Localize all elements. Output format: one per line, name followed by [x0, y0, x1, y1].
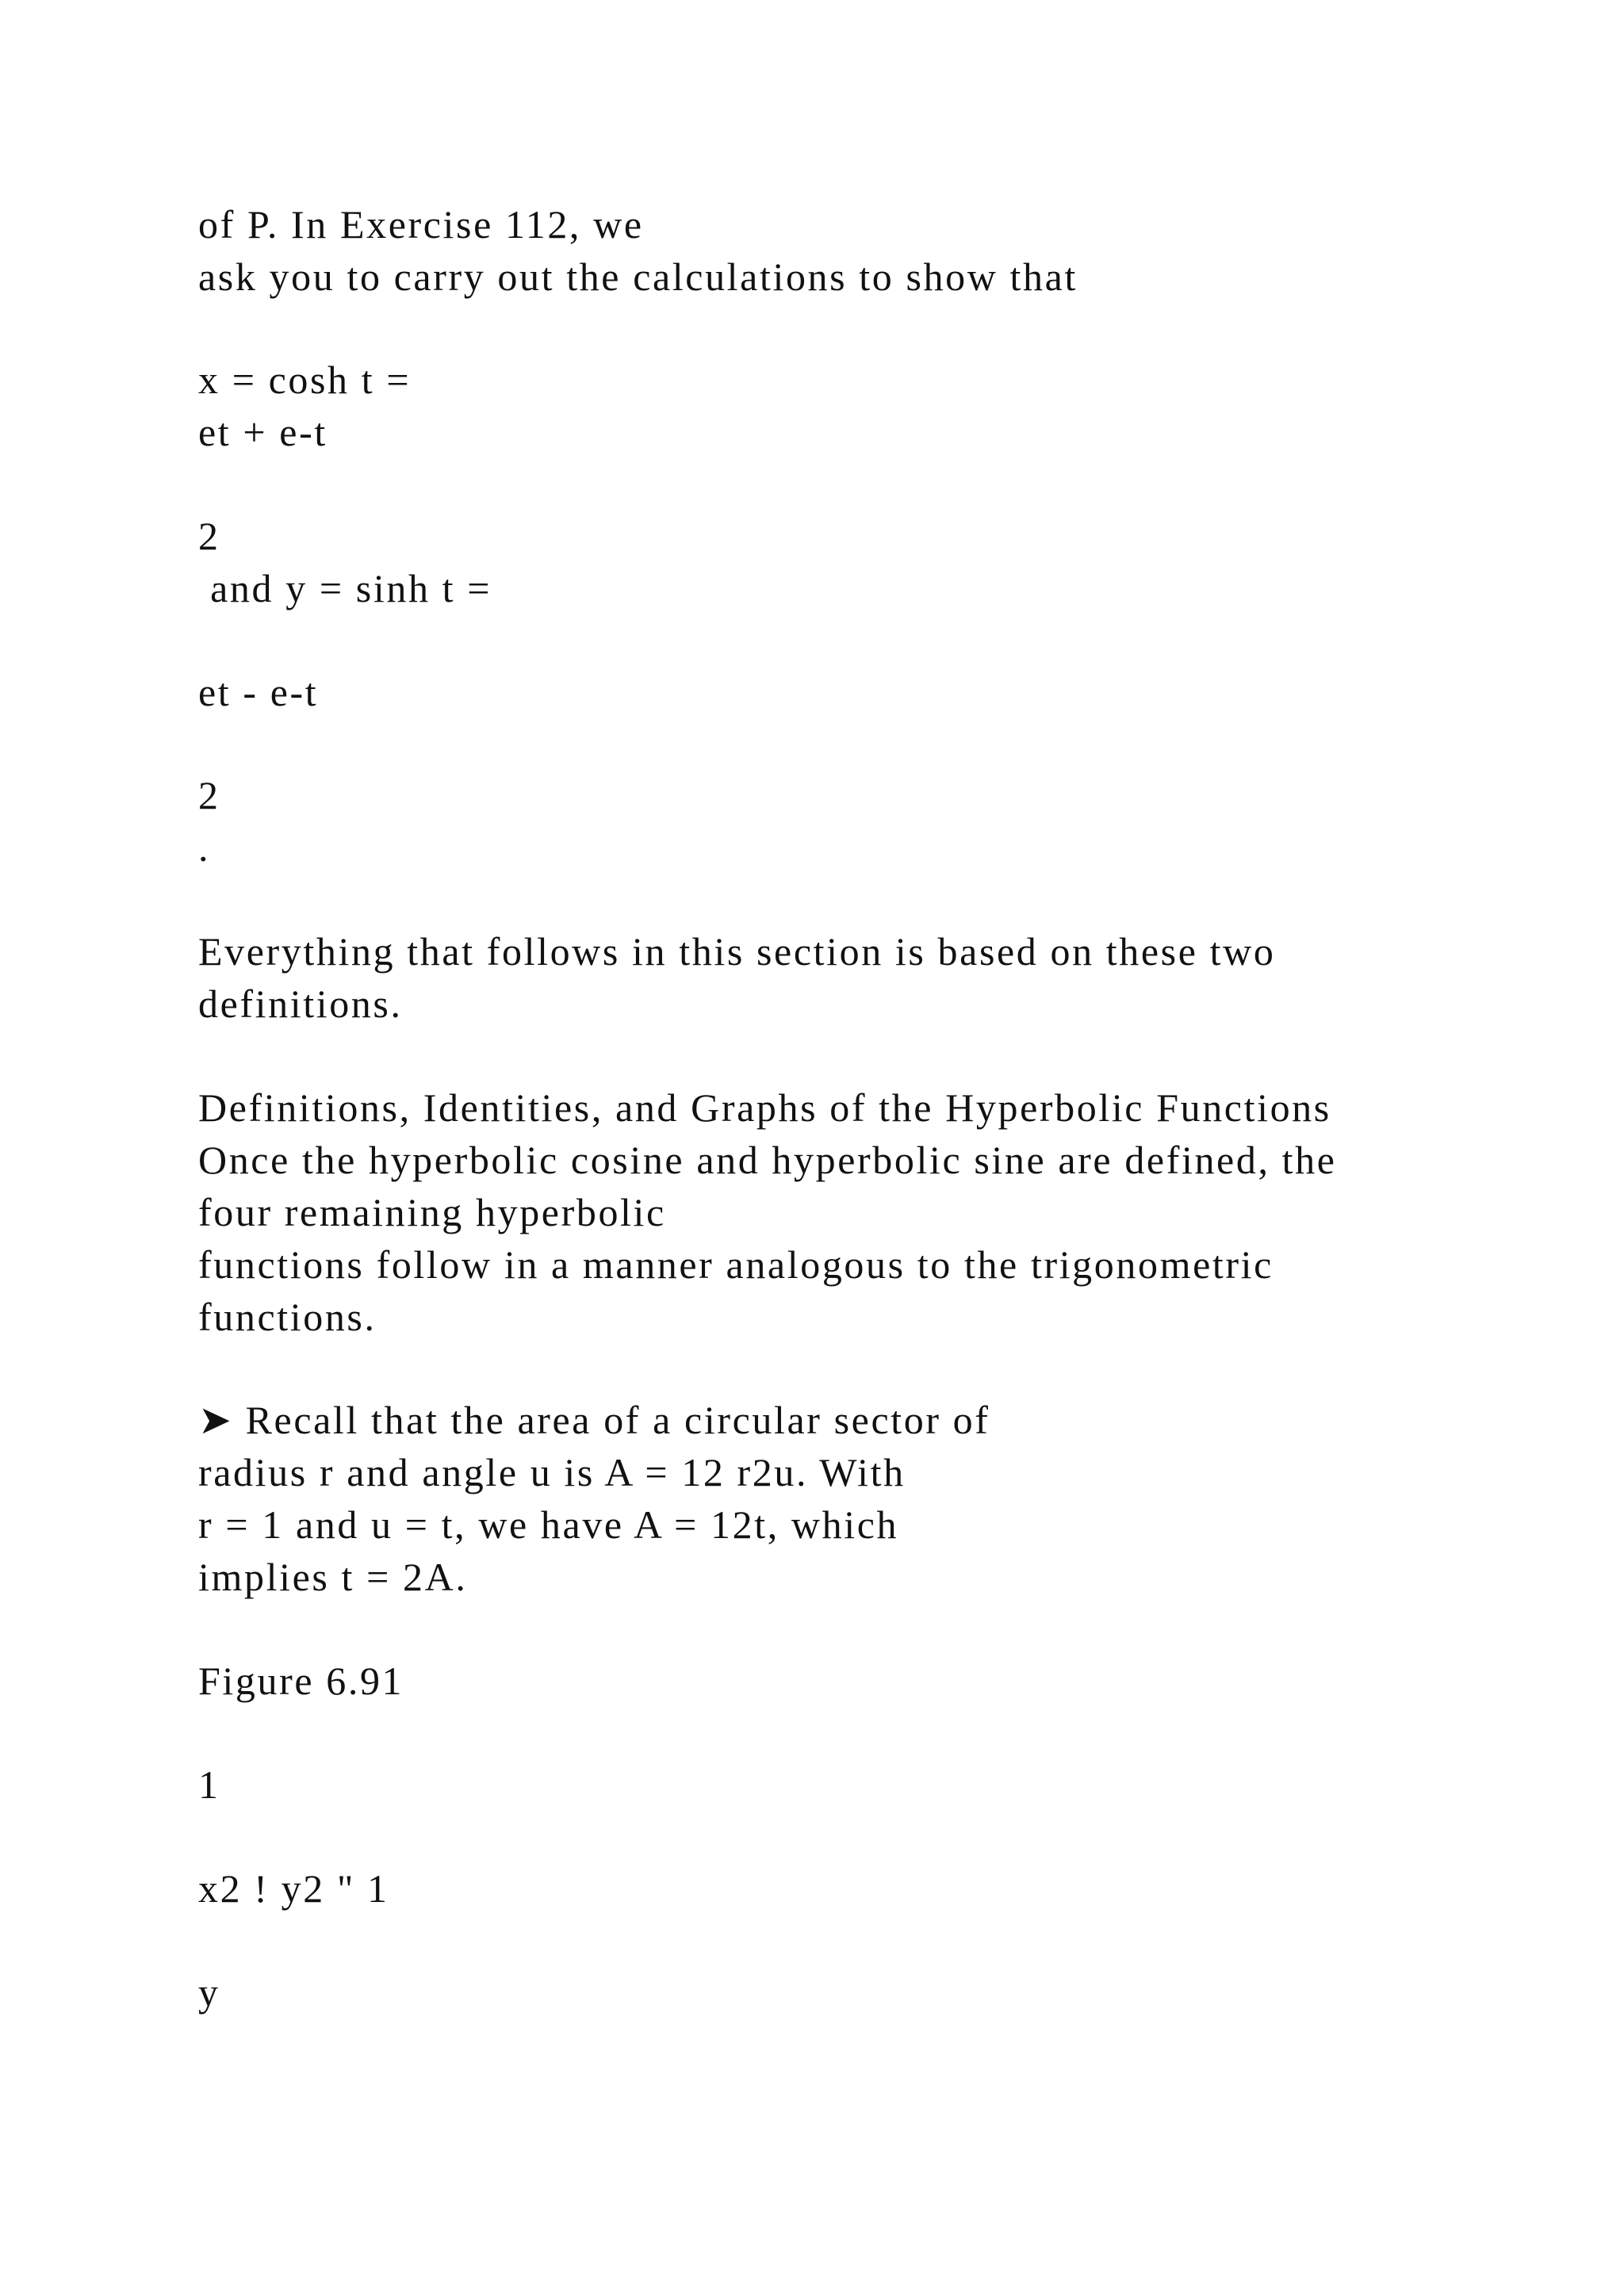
equation-line: 2	[198, 514, 220, 558]
margin-note-line: radius r and angle u is A = 12 r2u. With	[198, 1450, 906, 1494]
figure-label: y	[198, 1970, 220, 2015]
text-line: ask you to carry out the calculations to show that	[198, 254, 1078, 299]
text-line: four remaining hyperbolic	[198, 1190, 666, 1234]
equation-line: .	[198, 825, 211, 870]
margin-note-line: ➤ Recall that the area of a circular sector of	[198, 1398, 990, 1442]
equation-line: x = cosh t =	[198, 358, 412, 402]
margin-note-line: r = 1 and u = t, we have A = 12t, which	[198, 1502, 899, 1547]
text-line: functions follow in a manner analogous to the trigonometric	[198, 1242, 1274, 1287]
text-line: of P. In Exercise 112, we	[198, 202, 644, 247]
figure-label: x2 ! y2 " 1	[198, 1866, 389, 1911]
figure-caption: Figure 6.91	[198, 1659, 404, 1703]
text-line: Everything that follows in this section is based on these two	[198, 929, 1276, 974]
equation-line: and y = sinh t =	[198, 566, 492, 610]
equation-line: 2	[198, 773, 220, 817]
text-line: definitions.	[198, 982, 403, 1026]
text-line: Once the hyperbolic cosine and hyperbolic sine are defined, the	[198, 1138, 1337, 1182]
margin-note-line: implies t = 2A.	[198, 1555, 468, 1599]
equation-line: et - e-t	[198, 670, 319, 714]
equation-line: et + e-t	[198, 410, 327, 454]
figure-label: 1	[198, 1762, 220, 1807]
section-heading: Definitions, Identities, and Graphs of the Hyperbolic Functions	[198, 1085, 1331, 1130]
text-line: functions.	[198, 1295, 377, 1339]
